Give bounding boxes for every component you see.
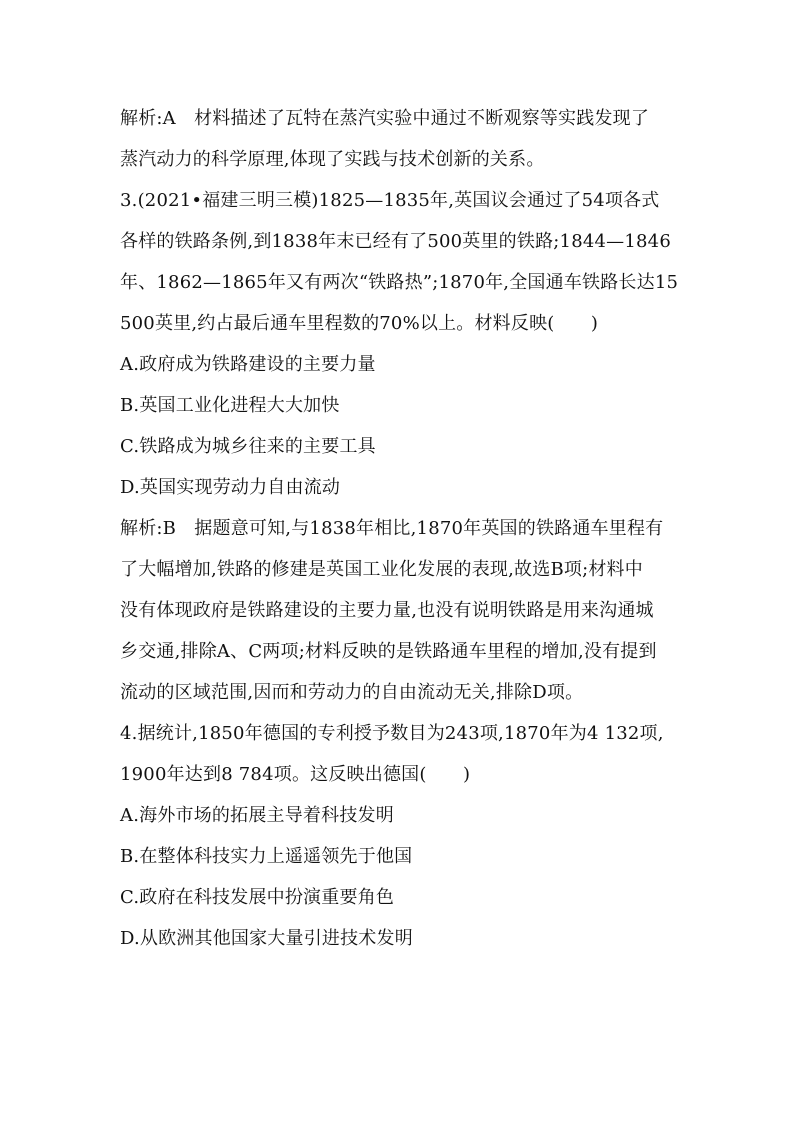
- analysis-line: 流动的区域范围,因而和劳动力的自由流动无关,排除D项。: [120, 682, 584, 703]
- analysis-line: 没有体现政府是铁路建设的主要力量,也没有说明铁路是用来沟通城: [120, 600, 654, 621]
- option-d: D.英国实现劳动力自由流动: [120, 477, 341, 498]
- question-line: 年、1862—1865年又有两次“铁路热”;1870年,全国通车铁路长达15: [120, 272, 679, 293]
- option-a: A.政府成为铁路建设的主要力量: [120, 354, 376, 375]
- option-b: B.英国工业化进程大大加快: [120, 395, 340, 416]
- option-d: D.从欧洲其他国家大量引进技术发明: [120, 928, 413, 949]
- analysis-line: 乡交通,排除A、C两项;材料反映的是铁路通车里程的增加,没有提到: [120, 641, 657, 662]
- analysis-line: 解析:B 据题意可知,与1838年相比,1870年英国的铁路通车里程有: [120, 518, 664, 539]
- option-c: C.铁路成为城乡往来的主要工具: [120, 436, 376, 457]
- option-b: B.在整体科技实力上遥遥领先于他国: [120, 846, 413, 867]
- analysis-line: 蒸汽动力的科学原理,体现了实践与技术创新的关系。: [120, 149, 545, 170]
- question-line: 1900年达到8 784项。这反映出德国( ): [120, 764, 471, 785]
- analysis-line: 了大幅增加,铁路的修建是英国工业化发展的表现,故选B项;材料中: [120, 559, 643, 580]
- question-line: 4.据统计,1850年德国的专利授予数目为243项,1870年为4 132项,: [120, 723, 664, 744]
- option-a: A.海外市场的拓展主导着科技发明: [120, 805, 394, 826]
- question-line: 500英里,约占最后通车里程数的70%以上。材料反映( ): [120, 313, 599, 334]
- analysis-line: 解析:A 材料描述了瓦特在蒸汽实验中通过不断观察等实践发现了: [120, 108, 650, 129]
- question-line: 各样的铁路条例,到1838年末已经有了500英里的铁路;1844—1846: [120, 231, 671, 252]
- option-c: C.政府在科技发展中扮演重要角色: [120, 887, 395, 908]
- document-body: [120, 98, 680, 959]
- question-line: 3.(2021•福建三明三模)1825—1835年,英国议会通过了54项各式: [120, 190, 660, 211]
